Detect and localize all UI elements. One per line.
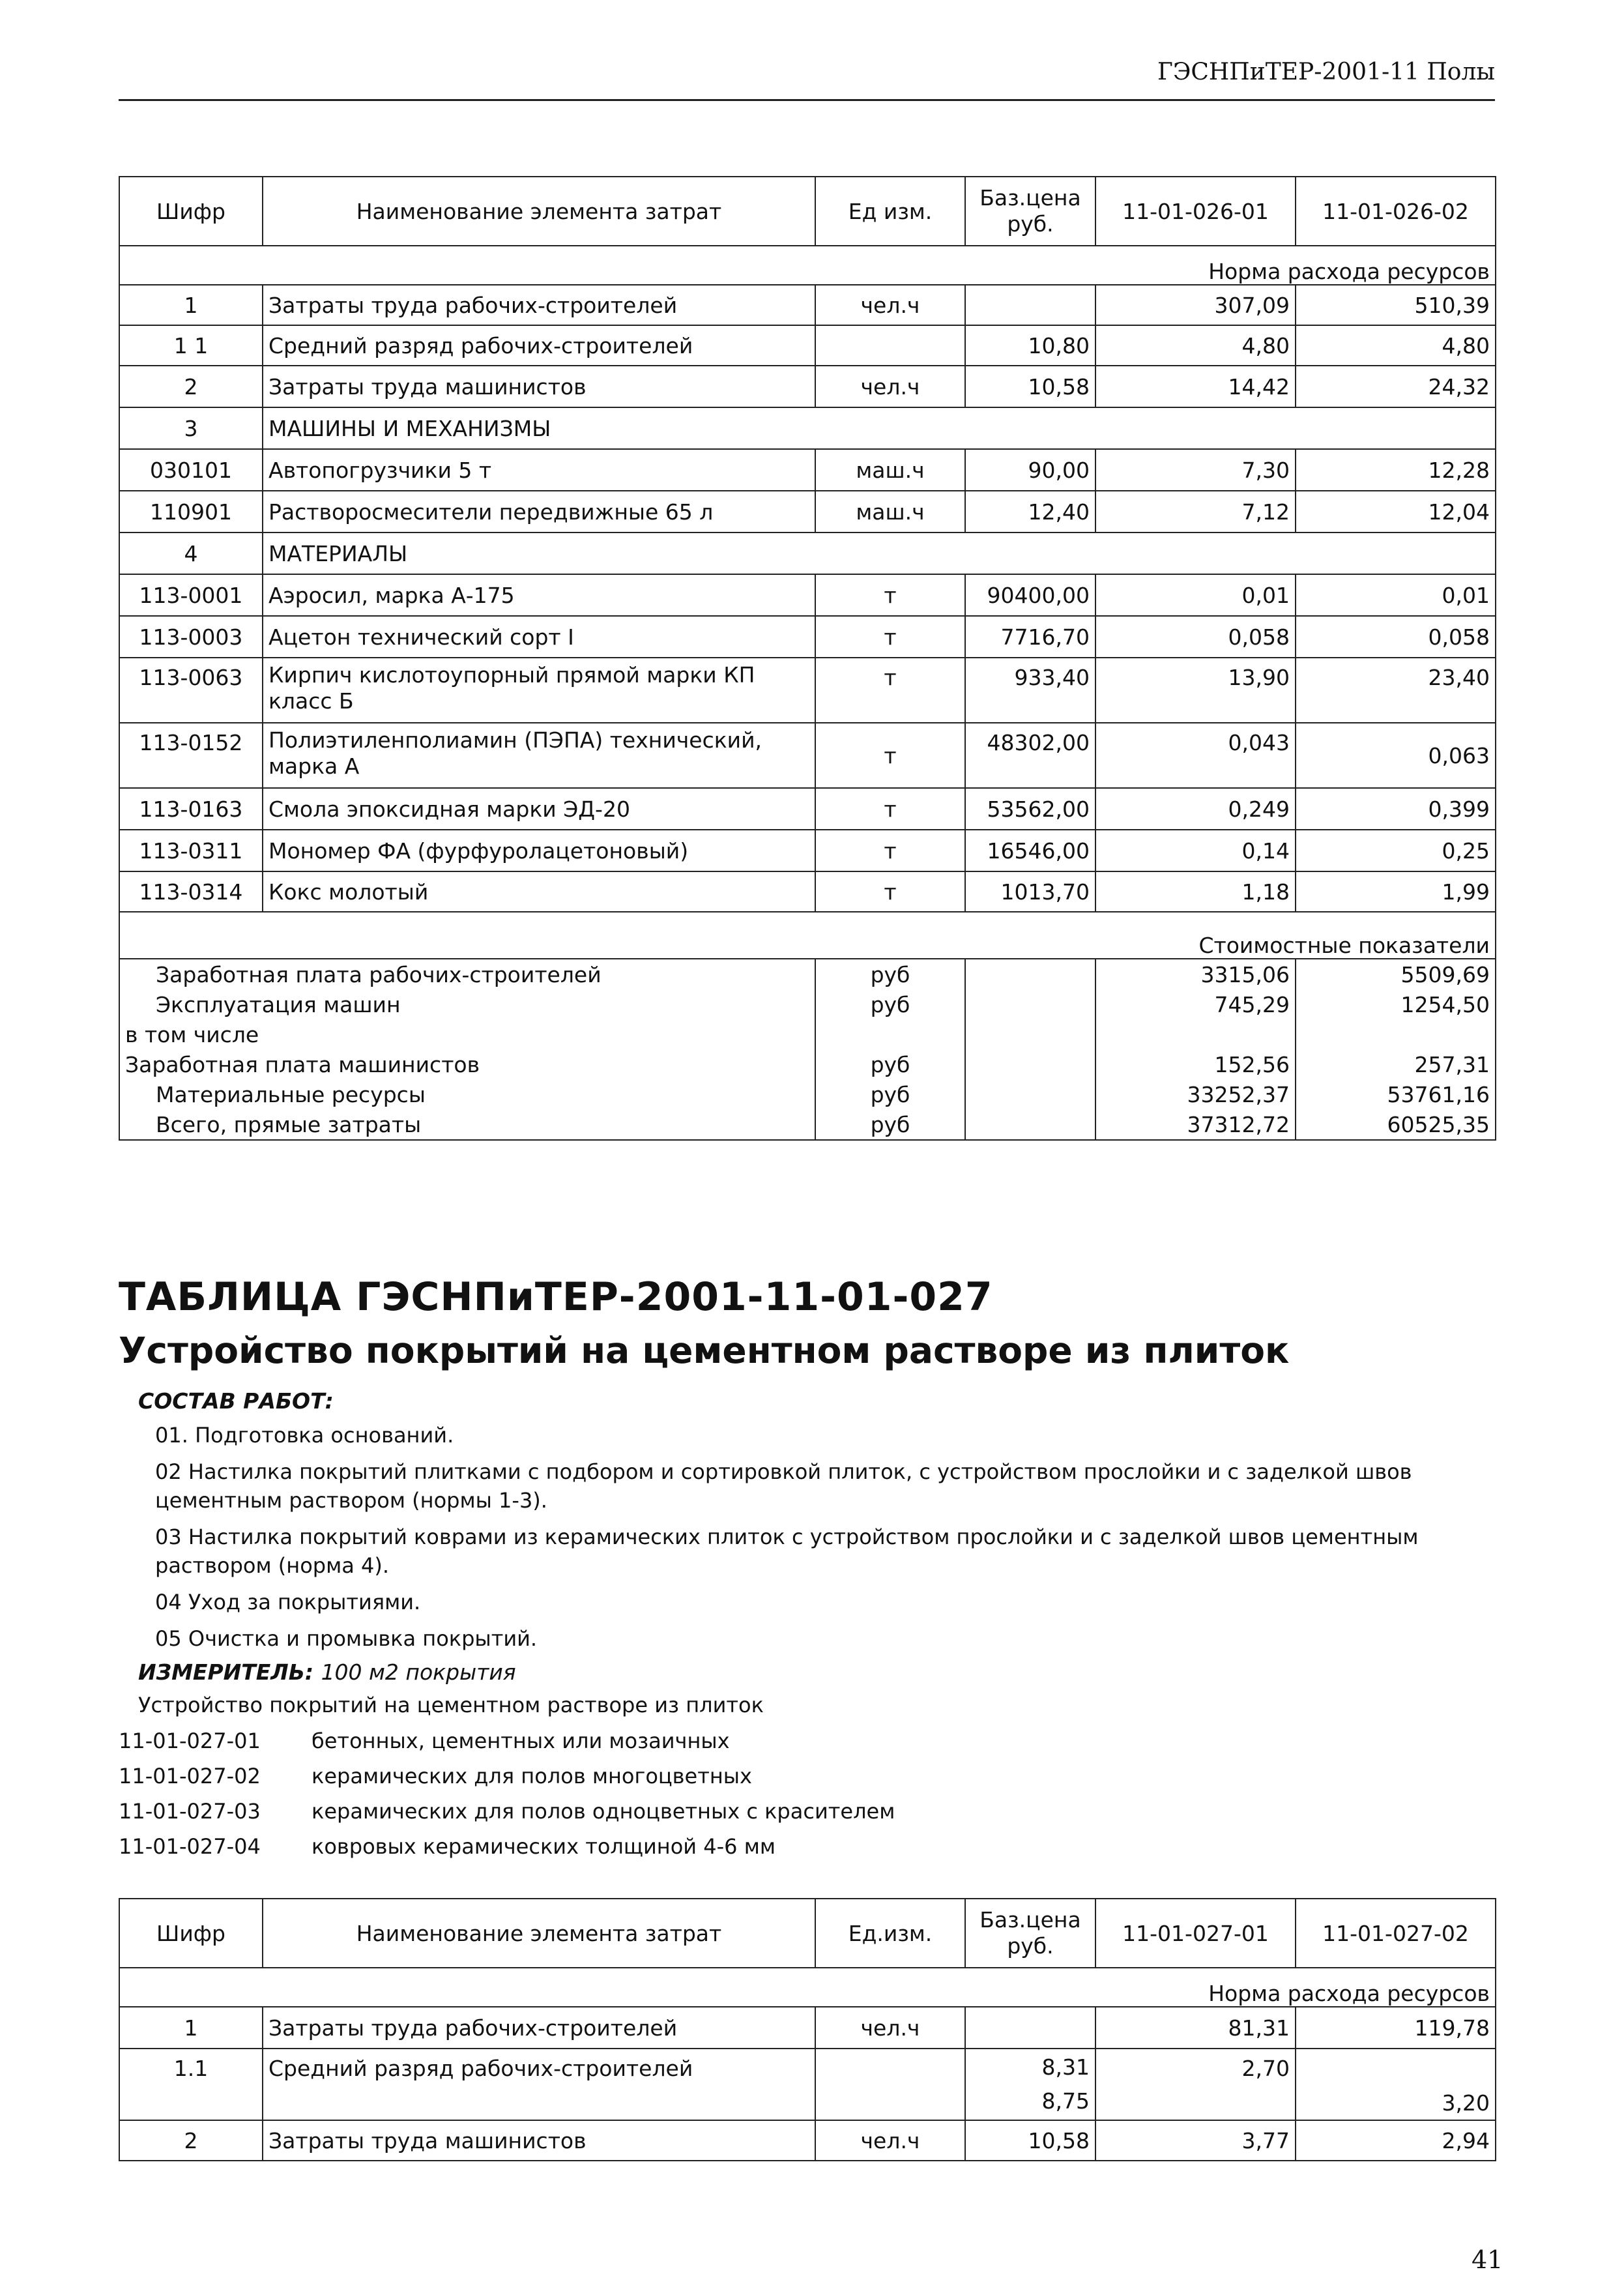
- cell-value-1: 0,01: [1095, 574, 1296, 616]
- summary-empty: [965, 959, 1095, 989]
- item-desc: керамических для полов многоцветных: [312, 1764, 752, 1788]
- cell-value-2: 0,058: [1296, 616, 1496, 658]
- list-item: [119, 1729, 730, 1753]
- table-row: [119, 2120, 1496, 2161]
- cell-price: 933,40: [965, 658, 1095, 723]
- cell-name: Затраты труда рабочих-строителей: [263, 2007, 815, 2049]
- summary-value-2: 5509,69: [1296, 959, 1496, 989]
- summary-row: [119, 959, 1496, 989]
- cell-unit: [815, 2049, 965, 2120]
- cell-value-2: 1,99: [1296, 871, 1496, 912]
- cell-value-1: 307,09: [1095, 285, 1296, 325]
- col-header-code: Шифр: [119, 177, 263, 246]
- cell-price: 53562,00: [965, 788, 1095, 830]
- table-row: [119, 366, 1496, 407]
- cell-name: Средний разряд рабочих-строителей: [263, 325, 815, 366]
- cell-value-1: 1,18: [1095, 871, 1296, 912]
- cell-unit: т: [815, 658, 965, 723]
- cell-unit: чел.ч: [815, 2007, 965, 2049]
- cell-value-2: 3,20: [1296, 2049, 1496, 2120]
- cell-name: Автопогрузчики 5 т: [263, 449, 815, 491]
- summary-value-1: 152,56: [1095, 1049, 1296, 1079]
- cell-value-2: 24,32: [1296, 366, 1496, 407]
- table-row: [119, 491, 1496, 533]
- cell-code: 2: [119, 366, 263, 407]
- table-title: ТАБЛИЦА ГЭСНПиТЕР-2001-11-01-027: [119, 1274, 993, 1320]
- col-header-norm-1: 11-01-027-01: [1095, 1899, 1296, 1968]
- cell-value-2: 0,25: [1296, 830, 1496, 871]
- summary-empty: [965, 1019, 1095, 1049]
- summary-unit: руб: [815, 959, 965, 989]
- table-row: [119, 788, 1496, 830]
- table-row: [119, 658, 1496, 723]
- summary-value-1: 37312,72: [1095, 1109, 1296, 1140]
- cell-code: 1.1: [119, 2049, 263, 2120]
- table-row: [119, 830, 1496, 871]
- table-row: [119, 2049, 1496, 2120]
- cell-value-1: 14,42: [1095, 366, 1296, 407]
- cell-name: Кокс молотый: [263, 871, 815, 912]
- summary-value-1: 3315,06: [1095, 959, 1296, 989]
- cell-price: 1013,70: [965, 871, 1095, 912]
- col-header-price: Баз.цена руб.: [965, 1899, 1095, 1968]
- cell-unit: чел.ч: [815, 366, 965, 407]
- col-header-code: Шифр: [119, 1899, 263, 1968]
- cell-code: 030101: [119, 449, 263, 491]
- cell-name: Мономер ФА (фурфуролацетоновый): [263, 830, 815, 871]
- col-header-price: Баз.цена руб.: [965, 177, 1095, 246]
- cell-value-2: 0,399: [1296, 788, 1496, 830]
- cell-value-2: 23,40: [1296, 658, 1496, 723]
- item-desc: бетонных, цементных или мозаичных: [312, 1729, 730, 1753]
- cell-name: Затраты труда машинистов: [263, 366, 815, 407]
- table-row: [119, 871, 1496, 912]
- cell-name: Растворосмесители передвижные 65 л: [263, 491, 815, 533]
- cell-code: 113-0003: [119, 616, 263, 658]
- cell-value-2: 119,78: [1296, 2007, 1496, 2049]
- cell-code: 1 1: [119, 325, 263, 366]
- section-row-machines: [119, 407, 1496, 449]
- price-value-a: 8,31: [1041, 2054, 1090, 2080]
- col-header-name: Наименование элемента затрат: [263, 1899, 815, 1968]
- cell-code: 110901: [119, 491, 263, 533]
- cell-unit: чел.ч: [815, 2120, 965, 2161]
- cell-value-2: 510,39: [1296, 285, 1496, 325]
- resource-table-026: [119, 176, 1496, 1141]
- cell-code: 1: [119, 2007, 263, 2049]
- cell-name: Смола эпоксидная марки ЭД-20: [263, 788, 815, 830]
- cell-value-2: 0,01: [1296, 574, 1496, 616]
- cell-value-2: 12,28: [1296, 449, 1496, 491]
- section-heading: МАШИНЫ И МЕХАНИЗМЫ: [263, 407, 1496, 449]
- cell-unit: т: [815, 871, 965, 912]
- summary-value-2: 53761,16: [1296, 1079, 1496, 1109]
- cell-unit: т: [815, 616, 965, 658]
- table-header-row: [119, 1899, 1496, 1968]
- cell-code: 3: [119, 407, 263, 449]
- cell-code: 113-0163: [119, 788, 263, 830]
- cell-value-2: 12,04: [1296, 491, 1496, 533]
- work-item: 01. Подготовка оснований.: [155, 1423, 454, 1448]
- cell-unit: т: [815, 723, 965, 788]
- cell-code: 113-0063: [119, 658, 263, 723]
- cell-price: [965, 2049, 1095, 2120]
- section-row-materials: [119, 533, 1496, 574]
- cell-price: 48302,00: [965, 723, 1095, 788]
- cell-name: Средний разряд рабочих-строителей: [263, 2049, 815, 2120]
- cell-price: 12,40: [965, 491, 1095, 533]
- cell-value-1: 13,90: [1095, 658, 1296, 723]
- cell-value-1: 0,043: [1095, 723, 1296, 788]
- cell-price: 10,58: [965, 2120, 1095, 2161]
- page-number: 41: [1472, 2245, 1503, 2274]
- cell-unit: т: [815, 574, 965, 616]
- summary-unit: руб: [815, 1079, 965, 1109]
- cell-value-2: 0,063: [1296, 723, 1496, 788]
- meter-line: [138, 1659, 516, 1685]
- list-item: [119, 1764, 752, 1788]
- cell-unit: [815, 325, 965, 366]
- summary-value-1: 745,29: [1095, 989, 1296, 1019]
- cell-price: 16546,00: [965, 830, 1095, 871]
- meter-label: ИЗМЕРИТЕЛЬ:: [138, 1659, 314, 1685]
- resource-table-027: [119, 1898, 1496, 2161]
- cell-name: Полиэтиленполиамин (ПЭПА) технический, марка А: [263, 723, 815, 788]
- cell-price: 10,80: [965, 325, 1095, 366]
- cell-value-1: 0,058: [1095, 616, 1296, 658]
- cell-value-1: 7,30: [1095, 449, 1296, 491]
- summary-name: Эксплуатация машин: [119, 989, 815, 1019]
- page-header: [119, 53, 1495, 101]
- cell-value-1: 4,80: [1095, 325, 1296, 366]
- cell-price: 10,58: [965, 366, 1095, 407]
- summary-empty: [965, 1079, 1095, 1109]
- col-header-norm-2: 11-01-026-02: [1296, 177, 1496, 246]
- col-header-norm-1: 11-01-026-01: [1095, 177, 1296, 246]
- summary-name: в том числе: [119, 1019, 815, 1049]
- summary-row-total: [119, 1109, 1496, 1140]
- item-desc: ковровых керамических толщиной 4-6 мм: [312, 1834, 776, 1859]
- cell-value-1: 2,70: [1095, 2049, 1296, 2120]
- cell-unit: маш.ч: [815, 449, 965, 491]
- cell-value-1: 0,14: [1095, 830, 1296, 871]
- summary-row: [119, 989, 1496, 1019]
- cell-code: 113-0311: [119, 830, 263, 871]
- cell-price: 7716,70: [965, 616, 1095, 658]
- section-heading: МАТЕРИАЛЫ: [263, 533, 1496, 574]
- cell-unit: маш.ч: [815, 491, 965, 533]
- summary-unit: руб: [815, 989, 965, 1019]
- cell-value-1: 3,77: [1095, 2120, 1296, 2161]
- item-code: 11-01-027-02: [119, 1764, 261, 1788]
- summary-row: [119, 1019, 1496, 1049]
- cost-label-row: [119, 912, 1496, 959]
- cell-name: Аэросил, марка А-175: [263, 574, 815, 616]
- running-title: ГЭСНПиТЕР-2001-11 Полы: [1157, 59, 1495, 85]
- summary-name: Всего, прямые затраты: [119, 1109, 815, 1140]
- price-value-b: 8,75: [1041, 2088, 1090, 2114]
- cell-code: 113-0314: [119, 871, 263, 912]
- work-item: 02 Настилка покрытий плитками с подбором и сортировкой плиток, с устройством прослойки и с заделкой швов цементным раствором (нормы 1-3).: [155, 1459, 1412, 1513]
- cell-value-1: 0,249: [1095, 788, 1296, 830]
- summary-name: Материальные ресурсы: [119, 1079, 815, 1109]
- norm-label-row: [119, 246, 1496, 285]
- cell-unit: т: [815, 830, 965, 871]
- item-code: 11-01-027-03: [119, 1799, 261, 1824]
- table-row: [119, 574, 1496, 616]
- cell-price: [965, 285, 1095, 325]
- works-label: СОСТАВ РАБОТ:: [138, 1388, 334, 1414]
- col-header-unit: Ед изм.: [815, 177, 965, 246]
- work-item: 04 Уход за покрытиями.: [155, 1590, 421, 1614]
- cell-value-2: 2,94: [1296, 2120, 1496, 2161]
- summary-empty: [965, 1109, 1095, 1140]
- norm-label: Норма расхода ресурсов: [119, 1968, 1496, 2007]
- cell-name: Затраты труда рабочих-строителей: [263, 285, 815, 325]
- summary-unit: руб: [815, 1049, 965, 1079]
- summary-row: [119, 1049, 1496, 1079]
- table-header-row: [119, 177, 1496, 246]
- summary-unit: руб: [815, 1109, 965, 1140]
- cell-value-1: 7,12: [1095, 491, 1296, 533]
- cell-code: 2: [119, 2120, 263, 2161]
- item-desc: керамических для полов одноцветных с красителем: [312, 1799, 895, 1824]
- table-row: [119, 616, 1496, 658]
- item-code: 11-01-027-04: [119, 1834, 261, 1859]
- cell-value-1: 81,31: [1095, 2007, 1296, 2049]
- col-header-name: Наименование элемента затрат: [263, 177, 815, 246]
- cell-name: Кирпич кислотоупорный прямой марки КП класс Б: [263, 658, 815, 723]
- cell-code: 113-0001: [119, 574, 263, 616]
- cell-unit: чел.ч: [815, 285, 965, 325]
- table-row: [119, 2007, 1496, 2049]
- list-item: [119, 1799, 895, 1824]
- table-row: [119, 449, 1496, 491]
- meter-description: Устройство покрытий на цементном растворе из плиток: [138, 1693, 764, 1717]
- cell-name: Ацетон технический сорт I: [263, 616, 815, 658]
- summary-value-2: 60525,35: [1296, 1109, 1496, 1140]
- summary-empty: [965, 989, 1095, 1019]
- cell-price: 90,00: [965, 449, 1095, 491]
- table-row: [119, 723, 1496, 788]
- table-row: [119, 325, 1496, 366]
- list-item: [119, 1834, 776, 1859]
- summary-value-2: [1296, 1019, 1496, 1049]
- meter-value: 100 м2 покрытия: [321, 1659, 516, 1685]
- col-header-norm-2: 11-01-027-02: [1296, 1899, 1496, 1968]
- summary-value-2: 257,31: [1296, 1049, 1496, 1079]
- work-item: 05 Очистка и промывка покрытий.: [155, 1626, 538, 1651]
- cell-code: 4: [119, 533, 263, 574]
- summary-value-2: 1254,50: [1296, 989, 1496, 1019]
- cell-price: 90400,00: [965, 574, 1095, 616]
- table-row: [119, 285, 1496, 325]
- cell-price: [965, 2007, 1095, 2049]
- summary-unit: [815, 1019, 965, 1049]
- col-header-unit: Ед.изм.: [815, 1899, 965, 1968]
- cell-name: Затраты труда машинистов: [263, 2120, 815, 2161]
- summary-value-1: [1095, 1019, 1296, 1049]
- cell-code: 113-0152: [119, 723, 263, 788]
- item-code: 11-01-027-01: [119, 1729, 261, 1753]
- summary-row: [119, 1079, 1496, 1109]
- summary-value-1: 33252,37: [1095, 1079, 1296, 1109]
- cell-code: 1: [119, 285, 263, 325]
- summary-name: Заработная плата машинистов: [119, 1049, 815, 1079]
- norm-label: Норма расхода ресурсов: [119, 246, 1496, 285]
- table-subtitle: Устройство покрытий на цементном растворе из плиток: [119, 1330, 1290, 1371]
- cell-value-2: 4,80: [1296, 325, 1496, 366]
- cost-label: Стоимостные показатели: [119, 912, 1496, 959]
- work-item: 03 Настилка покрытий коврами из керамических плиток с устройством прослойки и с заделкой швов цементным раствором (норма 4).: [155, 1525, 1419, 1578]
- norm-label-row: [119, 1968, 1496, 2007]
- summary-empty: [965, 1049, 1095, 1079]
- summary-name: Заработная плата рабочих-строителей: [119, 959, 815, 989]
- cell-unit: т: [815, 788, 965, 830]
